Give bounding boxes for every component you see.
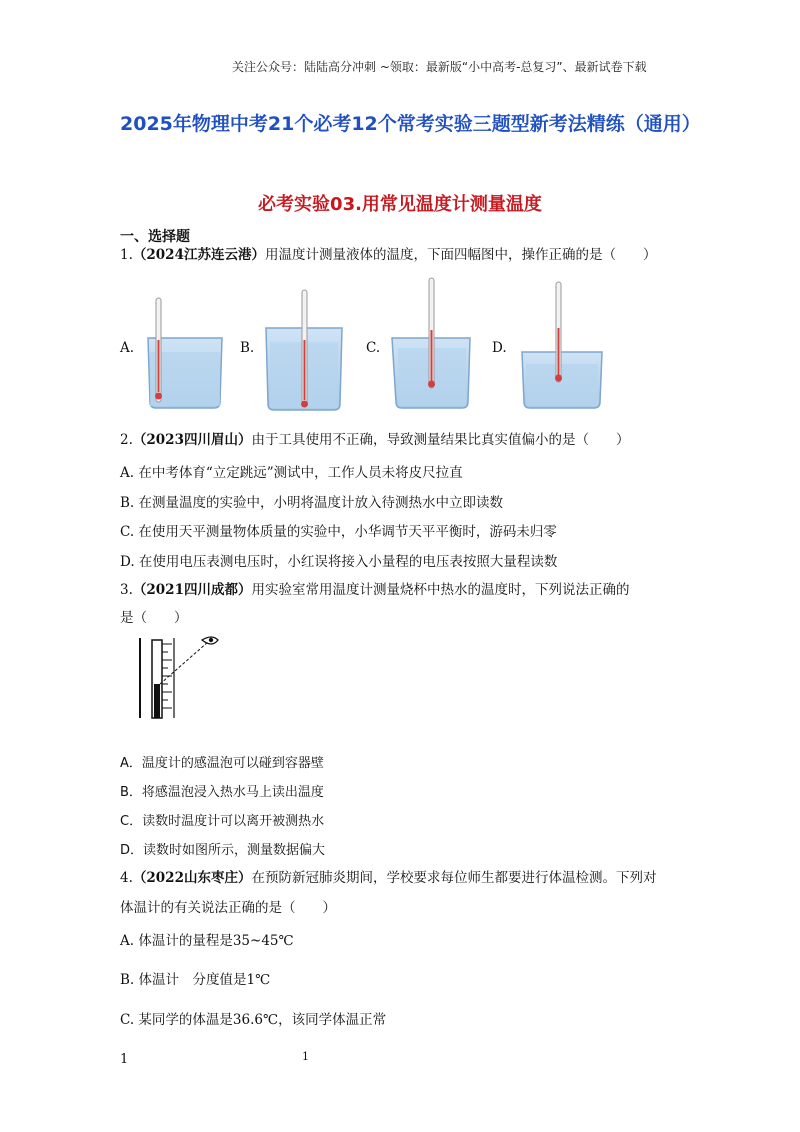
figure-label-c: C. (366, 340, 381, 356)
question-source: （2022山东枣庄） (132, 870, 252, 886)
q3-option-b: B．将感温泡浸入热水马上读出温度 (120, 785, 324, 800)
q2-option-c: C. 在使用天平测量物体质量的实验中，小华调节天平平衡时，游码未归零 (120, 524, 557, 540)
question-3-continued: 是（ ） (120, 610, 188, 626)
q4-option-c: C. 某同学的体温是36.6℃，该同学体温正常 (120, 1012, 387, 1028)
question-4 (120, 868, 656, 888)
page-title: 2025年物理中考21个必考12个常考实验三题型新考法精练（通用） (120, 113, 701, 135)
figure-label-b: B. (240, 340, 255, 356)
question-number: 3. (120, 582, 133, 598)
question-number: 1. (120, 247, 133, 263)
beaker-c (392, 278, 470, 408)
beaker-d (522, 282, 602, 408)
figure-label-d: D. (492, 340, 507, 356)
q2-option-d: D. 在使用电压表测电压时，小红误将接入小量程的电压表按照大量程读数 (120, 554, 558, 570)
q4-option-a: A. 体温计的量程是35~45℃ (120, 933, 294, 949)
q2-option-a: A. 在中考体育“立定跳远”测试中，工作人员未将皮尺拉直 (120, 465, 463, 481)
question-number: 2. (120, 432, 133, 448)
beaker-b (266, 290, 342, 410)
question-source: （2023四川眉山） (132, 432, 252, 448)
page-number-center: 1 (302, 1050, 309, 1063)
section-heading: 一、选择题 (120, 229, 190, 245)
question-source: （2024江苏连云港） (132, 247, 265, 263)
beaker-thermometer-figures (140, 270, 620, 420)
question-number: 4. (120, 870, 133, 886)
question-text: 在预防新冠肺炎期间，学校要求每位师生都要进行体温检测。下列对 (251, 870, 657, 886)
figure-label-a: A. (120, 340, 135, 356)
q3-option-a: A．温度计的感温泡可以碰到容器壁 (120, 756, 324, 771)
question-source: （2021四川成都） (132, 582, 252, 598)
thermometer-reading-figure (132, 632, 232, 722)
q4-option-b: B. 体温计 分度值是1℃ (120, 972, 271, 988)
experiment-subtitle: 必考实验03.用常见温度计测量温度 (258, 194, 542, 215)
question-text: 用实验室常用温度计测量烧杯中热水的温度时，下列说法正确的 (251, 582, 630, 598)
question-4-continued: 体温计的有关说法正确的是（ ） (120, 900, 336, 916)
question-2 (120, 430, 629, 450)
eye-icon (202, 637, 218, 644)
page-number-left: 1 (120, 1052, 129, 1067)
q2-option-b: B. 在测量温度的实验中，小明将温度计放入待测热水中立即读数 (120, 495, 504, 511)
question-3 (120, 580, 629, 600)
q3-option-d: D．读数时如图所示，测量数据偏大 (120, 843, 326, 858)
question-1 (120, 245, 656, 265)
question-text: 由于工具使用不正确，导致测量结果比真实值偏小的是（ ） (251, 432, 630, 448)
q3-option-c: C．读数时温度计可以离开被测热水 (120, 814, 325, 829)
question-text: 用温度计测量液体的温度，下面四幅图中，操作正确的是（ ） (264, 247, 657, 263)
header-note: 关注公众号：陆陆高分冲刺 ~领取：最新版“小中高考-总复习”、最新试卷下载 (232, 60, 647, 74)
beaker-a (148, 298, 222, 408)
